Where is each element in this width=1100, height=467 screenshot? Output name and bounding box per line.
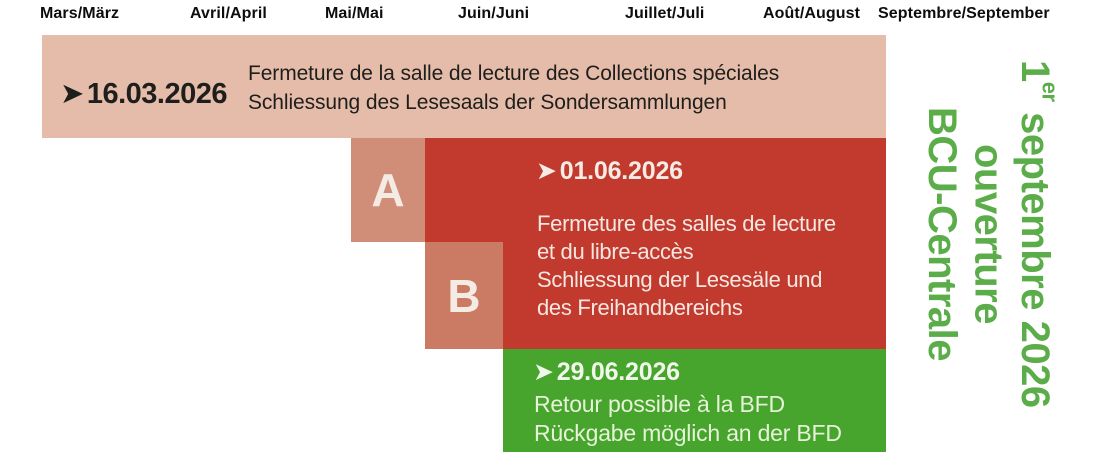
- bfd-return-text: [534, 390, 842, 447]
- month-label-septembre: Septembre/September: [878, 5, 1050, 22]
- opening-announcement: [908, 28, 1063, 440]
- date-text: 16.03.2026: [86, 78, 227, 110]
- month-label-avril: Avril/April: [190, 5, 267, 22]
- special-collections-text: [248, 59, 779, 117]
- opening-date-rest: septembre 2026: [1013, 101, 1057, 408]
- arrow-right-icon: ➤: [536, 156, 557, 185]
- phase-a-label: A: [371, 164, 405, 216]
- opening-date-num: 1: [1013, 60, 1057, 82]
- phase-b-label: B: [447, 269, 481, 322]
- closure-text: [537, 210, 836, 322]
- month-label-juillet: Juillet/Juli: [625, 5, 705, 22]
- closure-text-de-1: Schliessung der Lesesäle und: [537, 267, 823, 292]
- special-collections-text-fr: Fermeture de la salle de lecture des Collections spéciales: [248, 62, 780, 85]
- opening-word: ouverture: [966, 144, 1011, 324]
- closure-text-fr-2: et du libre-accès: [537, 239, 694, 264]
- month-label-mars: Mars/März: [40, 5, 120, 22]
- date-text: 01.06.2026: [559, 157, 683, 185]
- special-collections-date: [60, 76, 227, 110]
- special-collections-text-de: Schliessung des Lesesaals der Sondersammlungen: [248, 91, 727, 114]
- bfd-return-date: [533, 359, 680, 385]
- opening-date: [1012, 28, 1063, 440]
- closure-text-de-2: des Freihandbereichs: [537, 295, 743, 320]
- bfd-return-text-fr: Retour possible à la BFD: [534, 391, 785, 417]
- bfd-return-text-de: Rückgabe möglich an der BFD: [534, 419, 842, 446]
- month-label-aout: Août/August: [763, 5, 861, 22]
- closure-text-fr-1: Fermeture des salles de lecture: [537, 211, 836, 236]
- month-label-juin: Juin/Juni: [458, 5, 530, 22]
- month-label-mai: Mai/Mai: [325, 5, 384, 22]
- opening-library-name: BCU-Centrale: [920, 106, 965, 362]
- arrow-right-icon: ➤: [533, 357, 554, 386]
- phase-b-block: [425, 242, 503, 349]
- arrow-right-icon: ➤: [60, 76, 84, 110]
- special-collections-bar: [42, 35, 886, 138]
- phase-a-block: [351, 138, 425, 242]
- date-text: 29.06.2026: [556, 358, 680, 386]
- opening-date-sup: er: [1037, 81, 1063, 102]
- bfd-return-block: [503, 349, 886, 452]
- closure-date: [536, 158, 683, 184]
